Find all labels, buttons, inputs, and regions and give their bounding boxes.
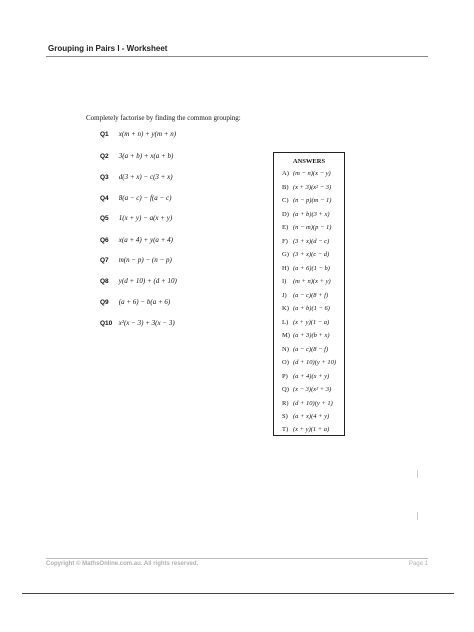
answer-expression: (a + x)(4 + y)	[293, 413, 330, 420]
answer-expression: (m + n)(x + y)	[293, 278, 331, 285]
answer-label: M)	[282, 332, 290, 339]
answer-expression: (x − 3)(x² + 3)	[293, 386, 332, 393]
question-item	[100, 152, 173, 160]
worksheet-title: Grouping in Pairs I - Worksheet	[48, 44, 168, 53]
answer-item	[282, 426, 329, 433]
question-item	[100, 214, 172, 222]
answer-item	[282, 292, 328, 299]
question-expression: x²(x − 3) + 3(x − 3)	[118, 319, 175, 327]
question-label: Q5	[100, 215, 109, 222]
answer-expression: (d + 10)(y + 1)	[293, 399, 333, 407]
question-label: Q6	[100, 237, 109, 244]
answer-item	[282, 224, 331, 231]
answer-expression: (d + 10)(y + 10)	[293, 359, 337, 366]
answers-box	[273, 152, 345, 436]
answer-expression: (a − c)(8 − f)	[293, 345, 329, 353]
question-item	[100, 173, 173, 181]
answer-item	[282, 413, 329, 420]
answer-item	[282, 265, 330, 272]
answer-item	[282, 373, 329, 380]
answer-item	[282, 332, 330, 339]
question-expression: 3(a + b) + x(a + b)	[118, 152, 174, 160]
question-expression: 8(a − c) − f(a − c)	[118, 194, 172, 202]
answer-label: F)	[282, 237, 288, 245]
answer-label: G)	[282, 251, 289, 258]
answer-expression: (a + 6)(1 − b)	[293, 264, 330, 272]
answer-item	[282, 251, 329, 258]
answer-expression: (a − c)(8 + f)	[293, 291, 329, 299]
answer-expression: (a + 3)(b + x)	[293, 332, 330, 339]
answer-label: A)	[282, 170, 289, 177]
instruction-text: Completely factorise by finding the common grouping:	[86, 114, 241, 122]
question-item	[100, 256, 172, 264]
question-item	[100, 236, 173, 244]
footer-divider	[46, 558, 428, 559]
answer-item	[282, 197, 331, 204]
answer-item	[282, 400, 333, 407]
answer-item	[282, 386, 331, 393]
answers-heading: ANSWERS	[292, 158, 326, 165]
answer-label: C)	[282, 197, 289, 204]
answer-label: L)	[282, 318, 289, 326]
answer-expression: (x + y)(1 + a)	[293, 426, 330, 433]
margin-mark	[417, 470, 418, 478]
answer-label: J)	[282, 291, 287, 299]
question-expression: y(d + 10) + (d + 10)	[118, 277, 177, 285]
question-expression: d(3 + x) − c(3 + x)	[118, 173, 173, 181]
question-item	[100, 194, 171, 202]
question-label: Q10	[100, 320, 113, 327]
question-expression: m(n − p) − (n − p)	[118, 256, 172, 264]
copyright-text: Copyright © MathsOnline.com.au. All rights reserved.	[46, 561, 199, 567]
margin-mark	[417, 512, 418, 520]
answer-label: P)	[282, 372, 288, 380]
answer-label: E)	[282, 224, 289, 231]
answer-item	[282, 170, 331, 177]
question-expression: (a + 6) − b(a + 6)	[118, 298, 171, 306]
page-bottom-edge	[22, 593, 454, 594]
question-label: Q3	[100, 174, 109, 181]
question-label: Q7	[100, 257, 109, 264]
question-item	[100, 298, 170, 306]
question-item	[100, 277, 177, 285]
answer-label: R)	[282, 399, 289, 407]
answer-label: K)	[282, 305, 289, 312]
answer-label: H)	[282, 264, 289, 272]
question-item	[100, 319, 175, 327]
answer-label: T)	[282, 426, 289, 433]
answer-label: I)	[282, 278, 287, 285]
answer-item	[282, 238, 329, 245]
answer-expression: (n − m)(p − 1)	[293, 224, 332, 231]
answer-expression: (m − n)(x − y)	[293, 170, 331, 177]
answer-label: N)	[282, 345, 289, 353]
answer-expression: (a + b)(1 − 6)	[293, 305, 330, 312]
question-expression: x(a + 4) + y(a + 4)	[118, 236, 173, 244]
question-label: Q8	[100, 278, 109, 285]
answer-expression: (3 + x)(d − c)	[293, 237, 330, 245]
question-label: Q9	[100, 299, 109, 306]
answer-expression: (a + b)(3 + x)	[293, 210, 330, 218]
answer-item	[282, 359, 336, 366]
question-expression: x(m + n) + y(m + n)	[118, 130, 177, 138]
page-number: Page 1	[408, 561, 428, 567]
answer-item	[282, 319, 329, 326]
question-label: Q2	[100, 153, 109, 160]
answer-expression: (x + 3)(x² − 3)	[293, 183, 332, 191]
answer-expression: (3 + x)(c − d)	[293, 251, 330, 258]
answer-item	[282, 305, 330, 312]
answer-label: Q)	[282, 386, 289, 393]
answer-label: D)	[282, 210, 289, 218]
answer-item	[282, 278, 331, 285]
question-item	[100, 130, 176, 138]
question-label: Q1	[100, 131, 109, 138]
answer-expression: (a + 4)(x + y)	[293, 372, 330, 380]
answer-expression: (n − p)(m − 1)	[293, 197, 332, 204]
answer-expression: (x + y)(1 − a)	[293, 318, 330, 326]
question-label: Q4	[100, 195, 109, 202]
answer-label: S)	[282, 413, 288, 420]
answer-item	[282, 211, 330, 218]
answer-item	[282, 184, 331, 191]
answer-label: B)	[282, 183, 289, 191]
question-expression: 1(x + y) − a(x + y)	[118, 214, 173, 222]
answer-item	[282, 346, 328, 353]
title-divider	[46, 56, 428, 57]
answer-label: O)	[282, 359, 289, 366]
